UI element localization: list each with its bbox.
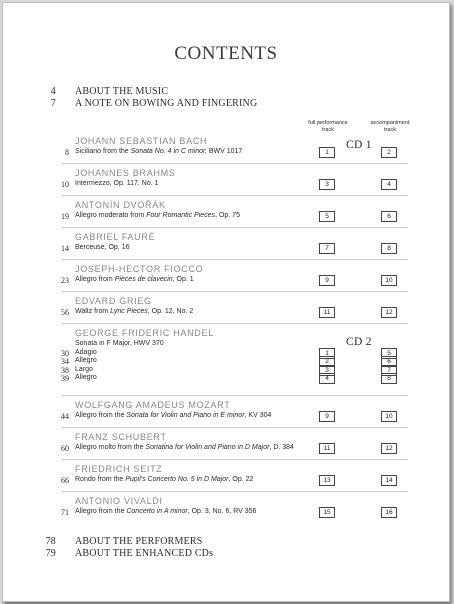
- accompaniment-track-number: 16: [381, 507, 397, 518]
- piece-title: [75, 476, 253, 483]
- divider: [62, 459, 407, 460]
- toc-entry: [3, 98, 449, 110]
- toc-entry: [3, 86, 449, 98]
- page-number: 7: [50, 98, 56, 109]
- page-title: CONTENTS: [174, 43, 278, 64]
- piece-title-text: Adagio: [75, 348, 97, 356]
- accompaniment-track-header: accompaniment track: [370, 120, 410, 133]
- piece-title: [75, 212, 240, 219]
- piece-title: [75, 349, 97, 356]
- page-number: 23: [61, 276, 69, 285]
- accompaniment-track-number: 8: [381, 243, 397, 254]
- full-track-number: 9: [319, 275, 335, 286]
- full-track-number: 7: [319, 243, 335, 254]
- full-track-number: 11: [319, 443, 335, 454]
- page-number: 60: [61, 444, 69, 453]
- piece-title-italic: Four Romantic Pieces: [146, 212, 216, 219]
- piece-title-text: Berceuse, Op. 16: [75, 244, 130, 251]
- piece-title: [75, 276, 194, 283]
- page-number: 38: [61, 365, 69, 375]
- full-track-number: 4: [319, 373, 335, 384]
- piece-title: [75, 412, 271, 419]
- piece-title-text: Rondo from the: [75, 476, 126, 483]
- toc-entry: [3, 536, 449, 548]
- divider: [62, 427, 407, 428]
- composer-name: JOHANN SEBASTIAN BACH: [75, 136, 208, 146]
- full-track-header: full performance track: [308, 120, 348, 133]
- page-number: 30: [61, 348, 69, 358]
- full-track-number: 13: [319, 475, 335, 486]
- composer-name: FRANZ SCHUBERT: [75, 432, 167, 442]
- piece-title: [75, 308, 193, 315]
- page-number: 71: [61, 508, 69, 517]
- piece-title-text: Allegro: [75, 374, 97, 381]
- full-track-number: 5: [319, 211, 335, 222]
- page-number: 66: [61, 476, 69, 485]
- divider: [62, 395, 407, 396]
- entry-label: ABOUT THE ENHANCED CDs: [75, 548, 214, 559]
- full-track-number: 9: [319, 411, 335, 422]
- piece-title-text: Siciliano from the: [75, 148, 131, 155]
- page-number: 14: [61, 244, 69, 253]
- piece-title: [75, 374, 97, 381]
- page-number: 39: [61, 374, 69, 383]
- piece-title-suffix: , Op. 1: [172, 276, 194, 283]
- accompaniment-track-number: 2: [381, 147, 397, 158]
- page-number: 4: [50, 86, 56, 97]
- cd1-label: CD 1: [346, 139, 372, 151]
- piece-title-text: Intermezzo, Op. 117, No. 1: [75, 180, 159, 187]
- piece-title: [75, 180, 159, 187]
- composer-name: GEORGE FRIDERIC HANDEL: [75, 328, 214, 338]
- full-track-number: 1: [319, 348, 335, 359]
- cd2-label: CD 2: [346, 336, 372, 348]
- divider: [62, 195, 407, 196]
- piece-title: [75, 366, 93, 373]
- page-number: 10: [61, 180, 69, 189]
- piece-title-text: Allegro from the: [75, 412, 127, 419]
- piece-title: [75, 357, 97, 364]
- piece-title-italic: Lyric Pieces: [110, 308, 148, 315]
- piece-title-text: Allegro molto from the: [75, 444, 146, 451]
- piece-title-text: Allegro: [75, 357, 97, 364]
- piece-title-italic: Sonata No. 4 in C minor,: [130, 148, 207, 155]
- full-track-number: 11: [319, 307, 335, 318]
- accompaniment-track-number: 4: [381, 179, 397, 190]
- piece-title-suffix: , Op. 12, No. 2: [147, 308, 194, 315]
- entry-label: ABOUT THE PERFORMERS: [75, 536, 203, 547]
- full-track-number: 2: [319, 356, 335, 367]
- divider: [62, 323, 407, 324]
- full-track-number: 15: [319, 507, 335, 518]
- piece-title-suffix: BWV 1017: [206, 148, 243, 155]
- composer-name: EDVARD GRIEG: [75, 296, 152, 306]
- composer-name: ANTONÍN DVOŘÁK: [75, 200, 166, 210]
- divider: [62, 291, 407, 292]
- piece-title-suffix: , Op. 75: [215, 212, 240, 219]
- piece-title-text: Largo: [75, 365, 93, 373]
- piece-title-text: Allegro from the: [75, 508, 127, 515]
- piece-title: [75, 508, 256, 515]
- accompaniment-track-number: 8: [381, 373, 397, 384]
- piece-title-italic: Pupil's Concerto No. 5 in D Major: [125, 476, 229, 483]
- page-number: 79: [45, 548, 56, 559]
- accompaniment-track-number: 14: [381, 475, 397, 486]
- composer-name: FRIEDRICH SEITZ: [75, 464, 163, 474]
- divider: [62, 163, 407, 164]
- piece-title-italic: Pièces de clavecin: [114, 276, 173, 283]
- piece-title-italic: Sonatina for Violin and Piano in D Major: [145, 444, 270, 451]
- piece-title-italic: Concerto in A minor: [126, 508, 188, 515]
- page-number: 34: [61, 357, 69, 366]
- piece-title: [75, 148, 242, 155]
- full-track-number: 3: [319, 365, 335, 376]
- composer-name: WOLFGANG AMADEUS MOZART: [75, 400, 231, 410]
- accompaniment-track-number: 7: [381, 365, 397, 376]
- entry-label: ABOUT THE MUSIC: [75, 86, 169, 97]
- book-page: [2, 2, 450, 602]
- page-number: 8: [65, 148, 69, 157]
- accompaniment-track-number: 5: [381, 348, 397, 359]
- piece-title-suffix: , Op. 3, No. 6, RV 356: [187, 508, 257, 515]
- page-number: 44: [61, 412, 69, 421]
- toc-entry: [3, 548, 449, 560]
- divider: [62, 227, 407, 228]
- piece-title-text: Allegro from: [75, 276, 115, 283]
- piece-title-suffix: , KV 304: [244, 412, 272, 419]
- accompaniment-track-number: 6: [381, 356, 397, 367]
- composer-name: JOHANNES BRAHMS: [75, 168, 176, 178]
- accompaniment-track-number: 6: [381, 211, 397, 222]
- piece-title: [75, 244, 129, 251]
- composer-name: ANTONIO VIVALDI: [75, 496, 163, 506]
- accompaniment-track-number: 10: [381, 275, 397, 286]
- full-track-number: 3: [319, 179, 335, 190]
- piece-title: [75, 444, 294, 451]
- accompaniment-track-number: 12: [381, 443, 397, 454]
- piece-title: [75, 340, 164, 347]
- piece-title-italic: Sonata for Violin and Piano in E minor: [126, 412, 245, 419]
- piece-title-text: Waltz from: [75, 308, 111, 315]
- accompaniment-track-number: 10: [381, 411, 397, 422]
- entry-label: A NOTE ON BOWING AND FINGERING: [75, 98, 258, 109]
- full-track-number: 1: [319, 147, 335, 158]
- page-number: 78: [45, 536, 56, 547]
- piece-title-suffix: , D. 384: [269, 444, 294, 451]
- composer-name: GABRIEL FAURÉ: [75, 232, 156, 242]
- divider: [62, 491, 407, 492]
- piece-title-text: Allegro moderato from: [75, 212, 147, 219]
- piece-title-suffix: , Op. 22: [228, 476, 254, 483]
- piece-title-text: Sonata in F Major, HWV 370: [75, 340, 164, 347]
- accompaniment-track-number: 12: [381, 307, 397, 318]
- composer-name: JOSEPH-HECTOR FIOCCO: [75, 264, 204, 274]
- page-number: 56: [61, 308, 69, 317]
- page-number: 19: [61, 212, 69, 221]
- divider: [62, 259, 407, 260]
